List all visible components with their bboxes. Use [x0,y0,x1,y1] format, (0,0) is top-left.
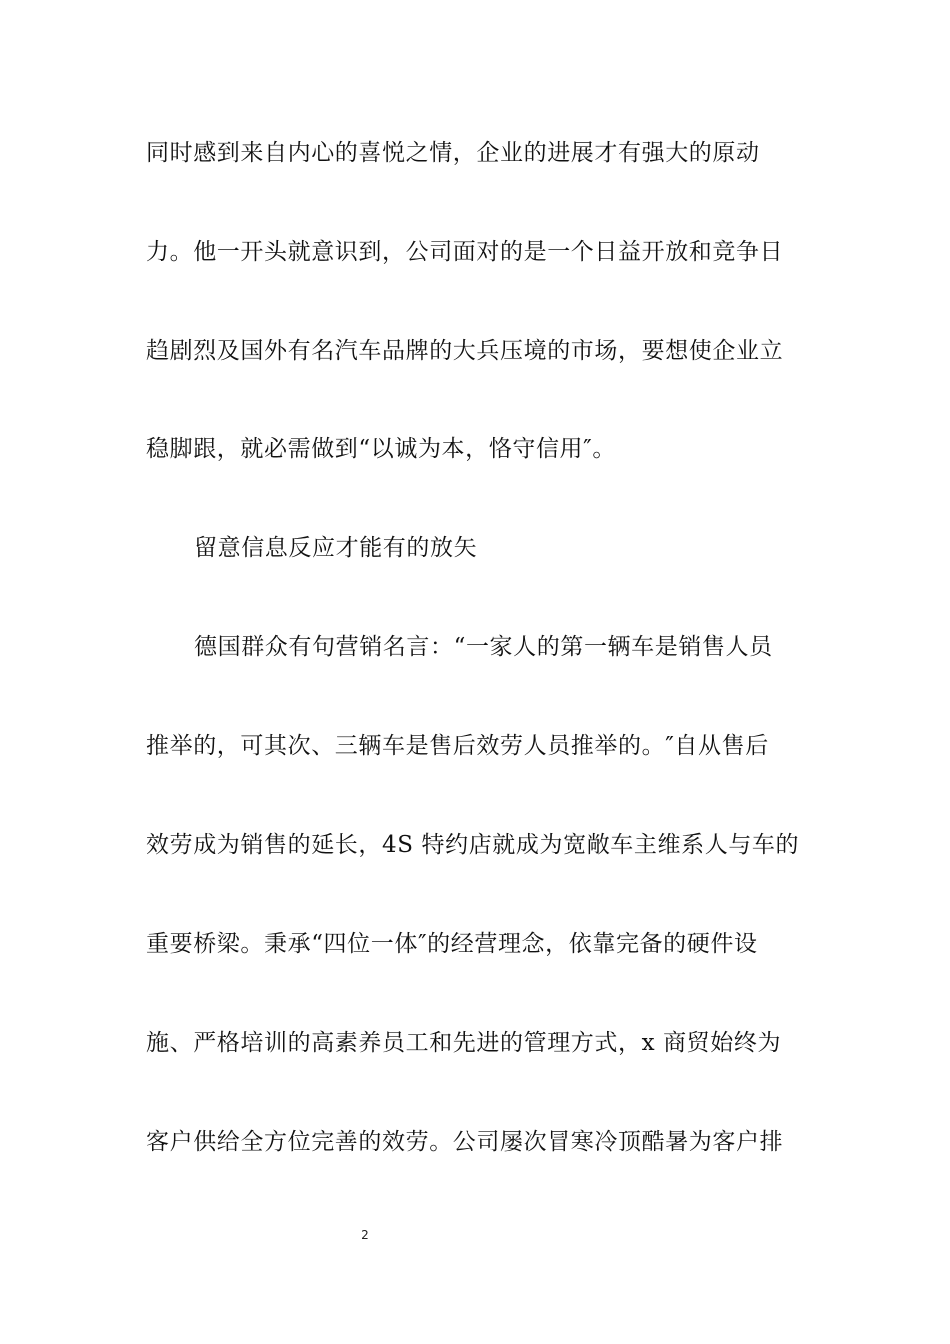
paragraph-line: 施、严格培训的高素养员工和先进的管理方式，x 商贸始终为 [146,1030,782,1056]
section-heading: 留意信息反应才能有的放矢 [194,535,478,561]
paragraph-line: 稳脚跟，就必需做到“以诚为本，恪守信用″。 [146,436,616,462]
paragraph-line: 客户供给全方位完善的效劳。公司屡次冒寒冷顶酷暑为客户排 [146,1129,784,1155]
paragraph-line: 力。他一开头就意识到，公司面对的是一个日益开放和竞争日 [146,239,784,265]
paragraph-line: 重要桥梁。秉承“四位一体″的经营理念，依靠完备的硬件设 [146,931,758,957]
paragraph-line: 效劳成为销售的延长，4S 特约店就成为宽敞车主维系人与车的 [146,832,800,858]
paragraph-line: 推举的，可其次、三辆车是售后效劳人员推举的。″自从售后 [146,733,769,759]
paragraph-line: 德国群众有句营销名言：“一家人的第一辆车是销售人员 [194,634,773,660]
paragraph-line: 同时感到来自内心的喜悦之情，企业的进展才有强大的原动 [146,140,760,166]
page-number: 2 [361,1228,369,1242]
paragraph-line: 趋剧烈及国外有名汽车品牌的大兵压境的市场，要想使企业立 [146,338,784,364]
